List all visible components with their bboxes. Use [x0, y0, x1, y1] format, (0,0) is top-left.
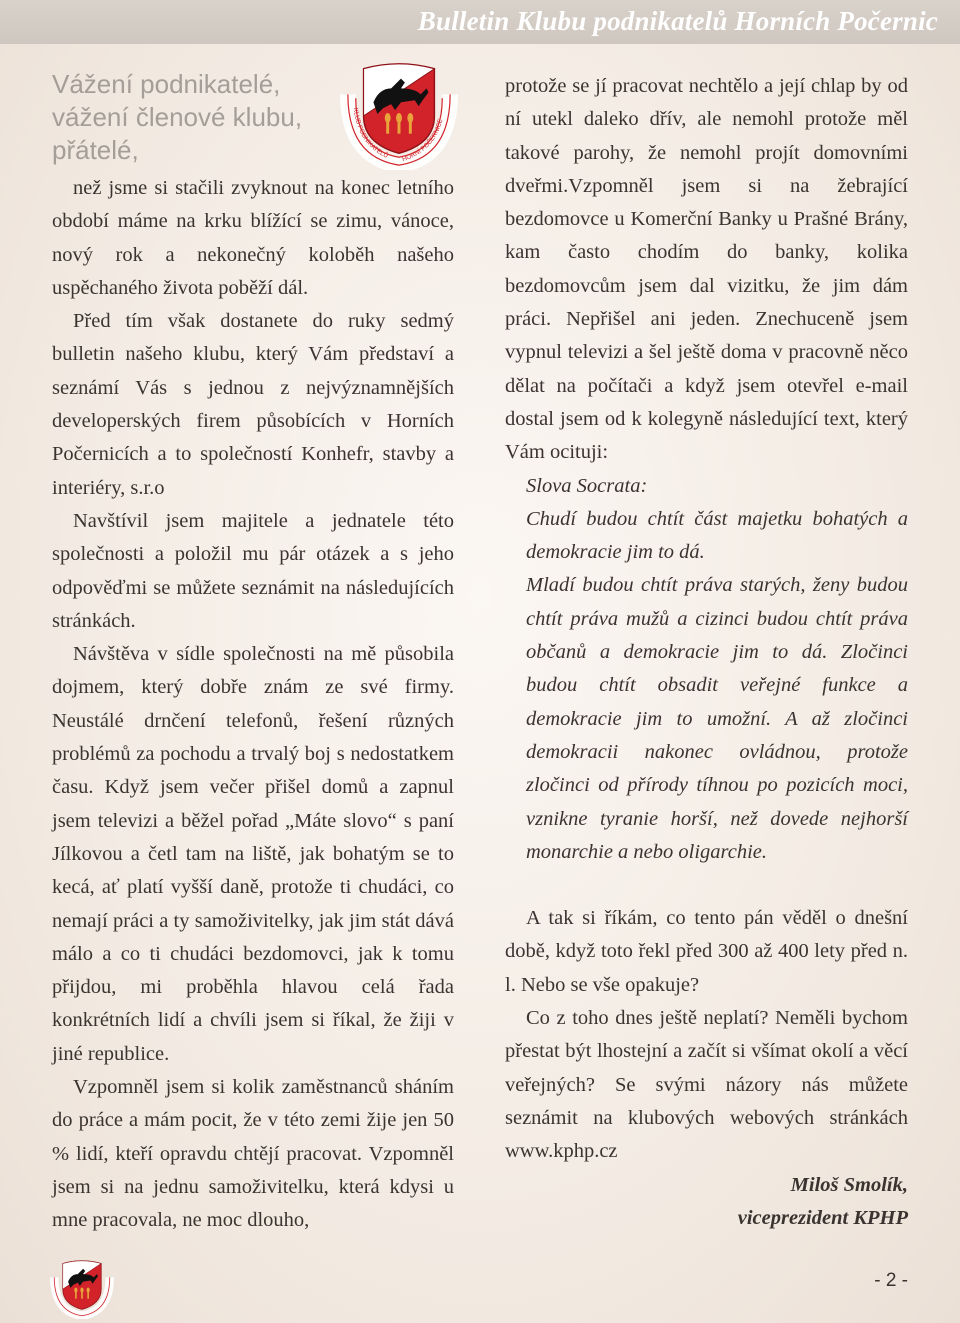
article-paragraph: Návštěva v sídle společnosti na mě působila dojmem, který dobře znám ze své firmy. Neustálé drnčení telefonů, řešení různých problémů za pochodu a trvalý boj s nedostatkem času. Když jsem večer přišel domů a zapnul jsem televizi a běžel pořad „Máte slovo“ s paní Jílkovou a četl tam na liště, jak bohatým se to kecá, ať platí vyšší daně, protože ti chudáci, co nemají práci a ty samoživitelky, jak jim stát dává málo a co ti chudáci bezdomovci, jak k tomu přijdou, mi proběhla hlavou celá řada konkrétních lidí a chvíli jsem si říkal, že žiji v jiné republice.: [52, 643, 454, 1065]
club-logo-icon: [340, 58, 458, 170]
footer-logo-icon: [50, 1257, 114, 1319]
article-paragraph: Před tím však dostanete do ruky sedmý bulletin našeho klubu, který Vám představí a seznámí Vás s jednou z nejvýznamnějších developerských firem působících v Horních Počernicích a to společností Konhefr, stavby a interiéry, s.r.o: [52, 310, 454, 499]
right-column: [505, 70, 908, 1235]
signature-name: Miloš Smolík,: [790, 1173, 908, 1196]
poem-title: Slova Socrata:: [526, 474, 648, 497]
header-title: Bulletin Klubu podnikatelů Horních Počernic: [417, 6, 938, 36]
article-paragraph: Navštívil jsem majitele a jednatele této společnosti a položil mu pár otázek a s jeho odpověďmi se můžete seznámit na následujících stránkách.: [52, 509, 454, 632]
article-paragraph: než jsme si stačili zvyknout na konec letního období máme na krku blížící se zimu, vánoce, nový rok a nekonečný koloběh našeho uspěchaného života poběží dál.: [52, 177, 454, 299]
header-bar: [0, 0, 960, 44]
logo-ring-text: KLUB PODNIKATELŮ: [351, 107, 390, 160]
article-paragraph: protože se jí pracovat nechtělo a její chlap by od ní utekl daleko dřív, ale nemohl protože měl takové parohy, že nemohl projít domovními dveřmi.Vzpomněl jsem si na žebrající bezdomovce u Komerční Banky u Prašné Brány, kam často chodím do banky, kolika bezdomovcům jsem dal vizitku, že jim dám práci. Nepřišel ani jeden. Znechuceně jsem vypnul televizi a šel ještě doma v pracovně něco dělat na počítači a když jsem otevřel e-mail dostal jsem od k kolegyně následující text, který Vám ocituji:: [505, 75, 908, 464]
logo-ring-text: HORNÍ POČERNICE: [401, 118, 445, 164]
greeting-line: přátelé,: [52, 135, 139, 165]
greeting: [52, 68, 302, 167]
greeting-line: Vážení podnikatelé,: [52, 69, 281, 99]
article-paragraph: A tak si říkám, co tento pán věděl o dnešní době, když toto řekl před 300 až 400 lety před n. l. Nebo se vše opakuje?: [505, 907, 908, 996]
poem-stanza: Chudí budou chtít část majetku bohatých a demokracie jim to dá.: [526, 507, 908, 564]
article-paragraph: Vzpomněl jsem si kolik zaměstnanců sháním do práce a mám pocit, že v této zemi žije jen 50 % lidí, kteří opravdu chtějí pracovat. Vzpomněl jsem si na jednu samoživitelku, která kdysi u mne pracovala, ne moc dlouho,: [52, 1076, 454, 1232]
page-number: - 2 -: [874, 1270, 908, 1291]
greeting-line: vážení členové klubu,: [52, 102, 303, 132]
signature-title: viceprezident KPHP: [737, 1206, 908, 1229]
poem-stanza: Mladí budou chtít práva starých, ženy budou chtít práva mužů a cizinci budou chtít práva občanů a demokracie jim to dá. Zločinci budou chtít obsadit veřejné funkce a demokracie jim to umožní. A až zločinci demokracii nakonec ovládnou, protože zločinci od přírody tíhnou po pozicích moci, vznikne tyranie horší, než dovede nejhorší monarchie a nebo oligarchie.: [526, 574, 908, 863]
left-column: [52, 172, 454, 1238]
article-paragraph: Co z toho dnes ještě neplatí? Neměli bychom přestat být lhostejní a začít si všímat okolí a věcí veřejných? Se svými názory nás můžete seznámit na klubových webových stránkách www.kphp.cz: [505, 1007, 908, 1163]
